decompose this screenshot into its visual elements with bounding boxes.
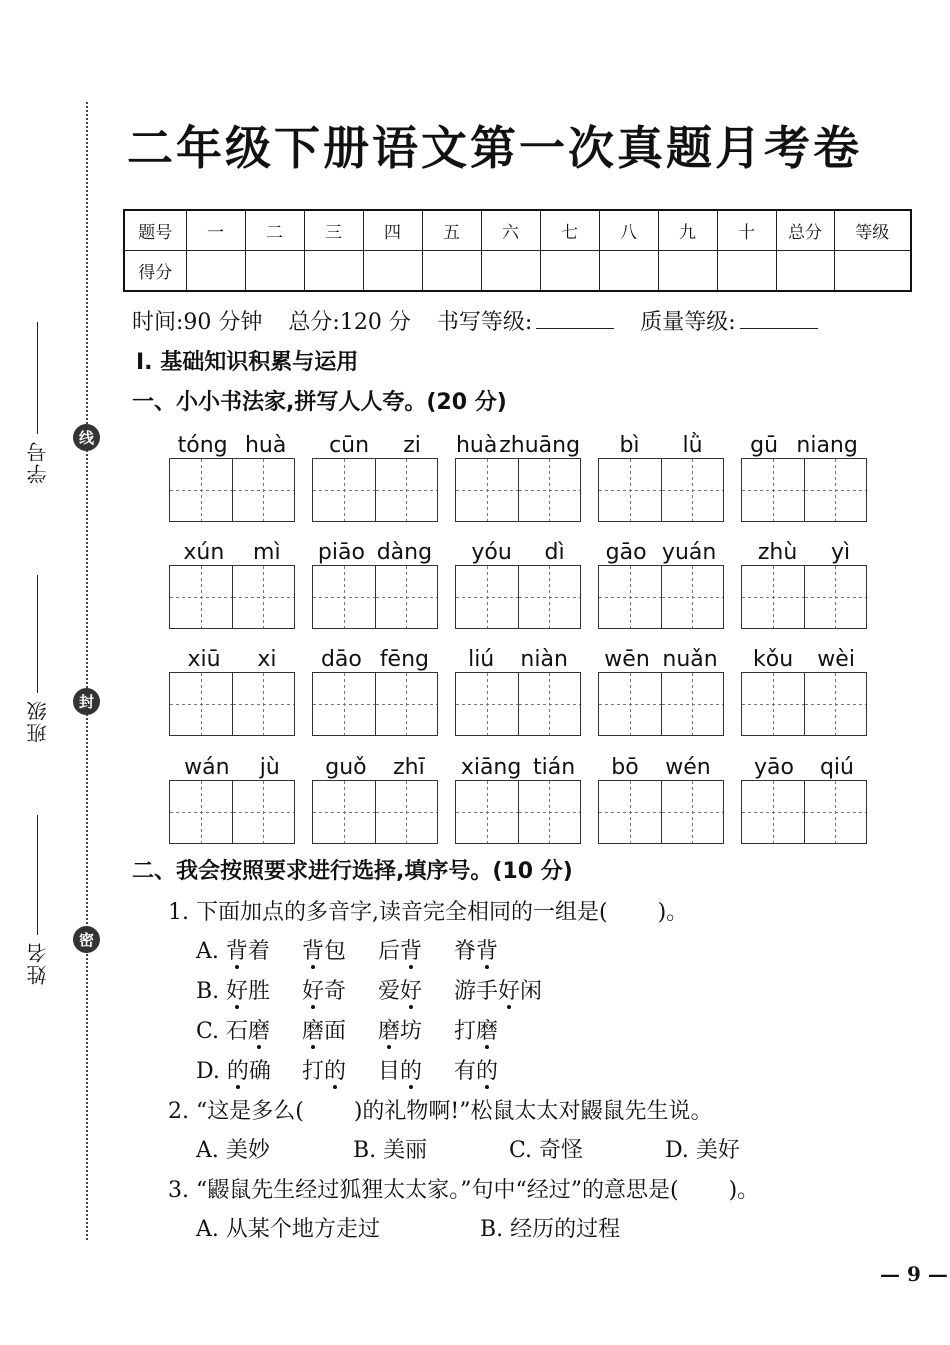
page-title: 二年级下册语文第一次真题月考卷 [127,121,862,175]
score-header-cell: 五 [422,210,481,251]
pinyin-label [598,428,724,458]
question-3 [168,1173,759,1204]
pinyin-syllable: guǒ [325,755,367,780]
pinyin-syllable: wán [184,755,230,780]
writing-box[interactable] [804,566,866,628]
writing-box[interactable] [661,459,723,521]
option-word: 磨面 [302,1014,378,1045]
binding-line [86,102,88,1240]
score-cell[interactable] [540,251,599,292]
writing-box[interactable] [170,566,232,628]
pinyin-syllable: gū [750,433,779,458]
student-number-field[interactable] [22,322,52,484]
option-word: 好奇 [302,974,378,1005]
score-header-cell: 二 [245,210,304,251]
score-header-cell: 九 [658,210,717,251]
pinyin-syllable: dì [544,540,565,565]
question-3-end: )。 [728,1178,760,1203]
score-header-cell: 三 [304,210,363,251]
pinyin-syllable: niàn [520,647,568,672]
option-word: 磨坊 [378,1014,454,1045]
writing-box[interactable] [742,781,804,843]
page-number: — 9 — [880,1262,948,1286]
class-label: 班级 [25,699,50,743]
writing-boxes [312,780,438,844]
writing-box[interactable] [232,673,294,735]
question-2-end: )的礼物啊!”松鼠太太对鼹鼠先生说。 [353,1099,713,1124]
q1-option-b[interactable] [196,974,542,1005]
writing-box[interactable] [742,459,804,521]
writing-box[interactable] [599,566,661,628]
q2-option-d[interactable]: D. 美好 [665,1138,740,1163]
option-word: 爱好 [378,974,454,1005]
writing-boxes [169,565,295,629]
pinyin-item [598,642,724,736]
option-word: C. 石磨 [196,1014,302,1045]
pinyin-label [455,750,581,780]
pinyin-item [312,535,438,629]
writing-boxes [169,672,295,736]
pinyin-label [741,535,867,565]
score-table [123,209,912,292]
score-cell[interactable] [245,251,304,292]
writing-boxes [169,458,295,522]
pinyin-syllable: wén [665,755,711,780]
pinyin-syllable: dàng [376,540,433,565]
writing-box[interactable] [599,781,661,843]
writing-boxes [455,780,581,844]
writing-box[interactable] [599,459,661,521]
writing-box[interactable] [170,781,232,843]
score-header-cell: 四 [363,210,422,251]
pinyin-syllable: zi [403,433,421,458]
score-header-row [124,210,911,251]
writing-boxes [455,458,581,522]
writing-box[interactable] [313,673,375,735]
pinyin-syllable: yì [830,540,851,565]
score-cell[interactable] [717,251,776,292]
pinyin-syllable: xiū [187,647,221,672]
writing-box[interactable] [804,781,866,843]
pinyin-syllable: dāo [320,647,362,672]
part-heading: Ⅰ. 基础知识积累与运用 [136,350,359,375]
pinyin-item [169,535,295,629]
q2-options [196,1133,740,1164]
pinyin-item [741,535,867,629]
q1-option-c[interactable] [196,1014,498,1045]
pinyin-label [312,750,438,780]
writing-boxes [741,672,867,736]
pinyin-syllable: xiāng [460,755,522,780]
option-word: A. 背着 [196,934,302,965]
pinyin-syllable: lǜ [682,433,703,458]
writing-boxes [455,565,581,629]
pinyin-label [312,428,438,458]
pinyin-item [598,750,724,844]
pinyin-syllable: nuǎn [662,647,718,672]
pinyin-syllable: tián [532,755,576,780]
pinyin-syllable: zhī [393,755,425,780]
pinyin-syllable: gāo [605,540,647,565]
score-header-cell: 总分 [776,210,834,251]
pinyin-label [455,535,581,565]
score-header-cell: 一 [186,210,245,251]
writing-box[interactable] [518,459,580,521]
pinyin-item [598,535,724,629]
score-header-cell: 题号 [124,210,186,251]
writing-grade-label: 书写等级: [436,310,533,335]
writing-box[interactable] [456,566,518,628]
pinyin-syllable: kǒu [753,647,794,672]
pinyin-item [455,750,581,844]
writing-box[interactable] [375,781,437,843]
quality-grade [640,305,817,336]
pinyin-label [598,535,724,565]
score-cell[interactable] [304,251,363,292]
writing-box[interactable] [661,673,723,735]
pinyin-syllable: mì [253,540,281,565]
writing-box[interactable] [456,673,518,735]
q2-option-a[interactable]: A. 美妙 [196,1138,270,1163]
pinyin-item [741,428,867,522]
time-info: 时间:90 分钟 [132,310,263,335]
option-word: 打的 [302,1054,378,1085]
pinyin-label [598,750,724,780]
seal-feng: 封 [73,688,100,715]
writing-boxes [312,458,438,522]
writing-box[interactable] [232,459,294,521]
question-2-stem: 2. “这是多么( [168,1099,304,1124]
option-word: 游手好闲 [454,974,542,1005]
writing-box[interactable] [804,673,866,735]
question-1 [168,895,688,926]
score-cell[interactable] [776,251,834,292]
pinyin-syllable: jù [259,755,280,780]
pinyin-item [455,428,581,522]
question-2 [168,1094,713,1125]
seal-xian: 线 [73,424,100,451]
option-word: 后背 [378,934,454,965]
writing-boxes [741,780,867,844]
score-header-cell: 八 [599,210,658,251]
pinyin-syllable: yāo [754,755,794,780]
pinyin-syllable: huà [455,433,498,458]
pinyin-label [741,750,867,780]
writing-boxes [741,565,867,629]
writing-boxes [741,458,867,522]
score-cell[interactable] [599,251,658,292]
pinyin-syllable: bō [611,755,639,780]
pinyin-label [741,642,867,672]
writing-box[interactable] [232,566,294,628]
pinyin-label [169,535,295,565]
q3-options [196,1212,620,1243]
writing-boxes [312,565,438,629]
pinyin-syllable: piāo [317,540,365,565]
quality-grade-blank[interactable] [740,328,818,329]
question-1-stem: 1. 下面加点的多音字,读音完全相同的一组是( [168,900,608,925]
pinyin-label [312,642,438,672]
score-cell[interactable] [363,251,422,292]
option-word: B. 好胜 [196,974,302,1005]
quality-grade-label: 质量等级: [640,310,736,335]
seal-mi: 密 [73,926,100,953]
pinyin-item [741,642,867,736]
writing-box[interactable] [456,459,518,521]
writing-boxes [598,672,724,736]
section1-heading: 一、小小书法家,拼写人人夸。(20 分) [132,390,507,415]
pinyin-syllable: wèi [817,647,855,672]
option-word: 打磨 [454,1014,498,1045]
writing-box[interactable] [170,459,232,521]
pinyin-syllable: bì [619,433,640,458]
pinyin-item [598,428,724,522]
writing-box[interactable] [375,566,437,628]
option-word: 有的 [454,1054,498,1085]
q3-option-b[interactable]: B. 经历的过程 [480,1217,621,1242]
pinyin-label [598,642,724,672]
pinyin-label [312,535,438,565]
writing-box[interactable] [375,673,437,735]
writing-box[interactable] [170,673,232,735]
writing-boxes [598,780,724,844]
option-word: D. 的确 [196,1054,302,1085]
writing-box[interactable] [313,781,375,843]
pinyin-syllable: niang [796,433,858,458]
writing-box[interactable] [232,781,294,843]
writing-box[interactable] [518,781,580,843]
q2-option-c[interactable]: C. 奇怪 [509,1138,584,1163]
writing-box[interactable] [313,459,375,521]
pinyin-syllable: tóng [177,433,228,458]
score-cell[interactable] [481,251,540,292]
score-header-cell: 七 [540,210,599,251]
pinyin-label [455,428,581,458]
option-word: 脊背 [454,934,498,965]
q1-option-a[interactable] [196,934,498,965]
writing-box[interactable] [313,566,375,628]
writing-box[interactable] [375,459,437,521]
total-info: 总分:120 分 [288,310,411,335]
q1-option-d[interactable] [196,1054,498,1085]
section2-heading: 二、我会按照要求进行选择,填序号。(10 分) [132,859,573,884]
pinyin-syllable: huà [244,433,287,458]
score-header-cell: 等级 [834,210,911,251]
pinyin-syllable: liú [468,647,495,672]
pinyin-label [455,642,581,672]
pinyin-label [169,428,295,458]
pinyin-item [455,535,581,629]
pinyin-label [741,428,867,458]
q3-option-a[interactable]: A. 从某个地方走过 [196,1217,380,1242]
score-cell[interactable] [658,251,717,292]
student-number-label: 学号 [25,440,50,484]
writing-grade [437,305,614,336]
writing-box[interactable] [518,566,580,628]
pinyin-syllable: wēn [604,647,650,672]
question-3-stem: 3. “鼹鼠先生经过狐狸太太家。”句中“经过”的意思是( [168,1178,679,1203]
question-1-end: )。 [657,900,689,925]
pinyin-syllable: yuán [661,540,717,565]
score-cell[interactable] [186,251,245,292]
writing-grade-blank[interactable] [536,328,614,329]
writing-box[interactable] [804,459,866,521]
pinyin-item [312,750,438,844]
writing-boxes [312,672,438,736]
score-cell[interactable] [422,251,481,292]
pinyin-syllable: xún [183,540,225,565]
option-word: 目的 [378,1054,454,1085]
score-row-label: 得分 [124,251,186,292]
pinyin-label [169,750,295,780]
name-field[interactable] [22,815,52,985]
score-header-cell: 十 [717,210,776,251]
pinyin-item [169,750,295,844]
writing-boxes [598,565,724,629]
exam-info [132,305,844,336]
writing-box[interactable] [599,673,661,735]
pinyin-label [169,642,295,672]
pinyin-item [169,642,295,736]
pinyin-syllable: zhuāng [499,433,581,458]
writing-boxes [455,672,581,736]
score-header-cell: 六 [481,210,540,251]
pinyin-syllable: cūn [329,433,370,458]
pinyin-syllable: yóu [471,540,512,565]
option-word: 背包 [302,934,378,965]
score-input-row [124,251,911,292]
pinyin-item [741,750,867,844]
writing-box[interactable] [742,566,804,628]
writing-box[interactable] [456,781,518,843]
pinyin-item [455,642,581,736]
pinyin-syllable: xi [257,647,277,672]
name-label: 姓名 [25,941,50,985]
writing-box[interactable] [661,566,723,628]
writing-boxes [169,780,295,844]
pinyin-syllable: qiú [819,755,854,780]
class-field[interactable] [22,575,52,743]
pinyin-syllable: zhù [757,540,798,565]
writing-box[interactable] [518,673,580,735]
pinyin-item [169,428,295,522]
writing-boxes [598,458,724,522]
writing-box[interactable] [742,673,804,735]
pinyin-syllable: fēng [379,647,430,672]
writing-box[interactable] [661,781,723,843]
q2-option-b[interactable]: B. 美丽 [353,1138,428,1163]
pinyin-item [312,642,438,736]
pinyin-item [312,428,438,522]
score-cell[interactable] [834,251,911,292]
